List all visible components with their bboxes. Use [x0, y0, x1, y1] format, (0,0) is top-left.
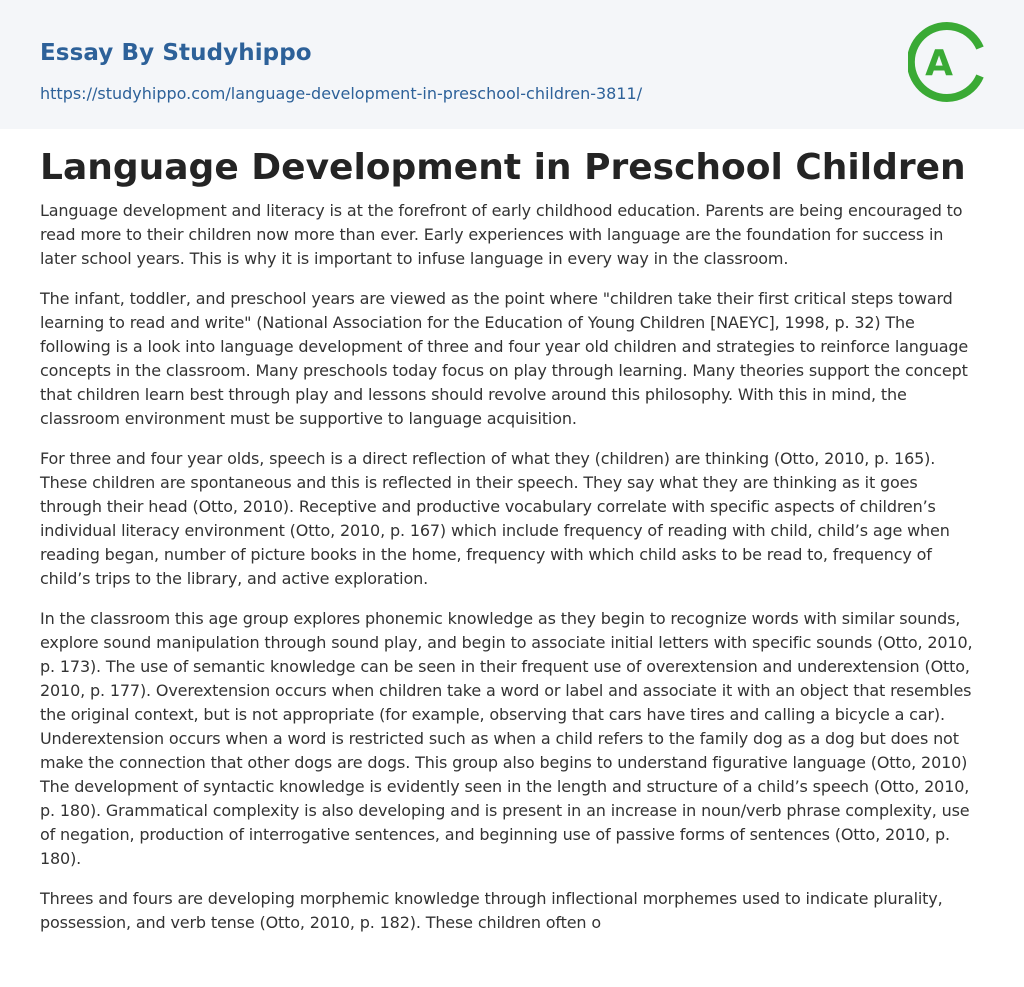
brand-title[interactable]: Essay By Studyhippo: [40, 40, 312, 66]
essay-body: [40, 199, 984, 935]
essay-main: [0, 129, 1024, 935]
site-header: [0, 0, 1024, 129]
essay-paragraph: Language development and literacy is at the forefront of early childhood education. Parents are being encouraged to read more to their children now more than ever. Early experiences with language are the foundation for success in later school years. This is why it is important to infuse language in every way in the classroom.: [40, 201, 963, 268]
logo-letter: A: [925, 43, 953, 84]
essay-paragraph: The infant, toddler, and preschool years are viewed as the point where "children take their first critical steps toward learning to read and write" (National Association for the Education of Young Children [NAEYC], 1998, p. 32) The following is a look into language development of three and four year old children and strategies to reinforce language concepts in the classroom. Many preschools today focus on play through learning. Many theories support the concept that children learn best through play and lessons should revolve around this philosophy. With this in mind, the classroom environment must be supportive to language acquisition.: [40, 289, 969, 428]
essay-title: Language Development in Preschool Children: [40, 147, 966, 188]
essay-url-link[interactable]: https://studyhippo.com/language-development-in-preschool-children-3811/: [40, 84, 643, 103]
essay-paragraph: In the classroom this age group explores phonemic knowledge as they begin to recognize words with similar sounds, explore sound manipulation through sound play, and begin to associate initial letters with specific sounds (Otto, 2010, p. 173). The use of semantic knowledge can be seen in their frequent use of overextension and underextension (Otto, 2010, p. 177). Overextension occurs when children take a word or label and associate it with an object that resembles the original context, but is not appropriate (for example, observing that cars have tires and calling a bicycle a car). Underextension occurs when a word is restricted such as when a child refers to the family dog as a dog but does not make the connection that other dogs are dogs. This group also begins to understand figurative language (Otto, 2010) The development of syntactic knowledge is evidently seen in the length and structure of a child’s speech (Otto, 2010, p. 180). Grammatical complexity is also developing and is present in an increase in noun/verb phrase complexity, use of negation, production of interrogative sentences, and beginning use of passive forms of sentences (Otto, 2010, p. 180).: [40, 609, 973, 868]
essay-paragraph: For three and four year olds, speech is a direct reflection of what they (children) are thinking (Otto, 2010, p. 165). These children are spontaneous and this is reflected in their speech. They say what they are thinking as it goes through their head (Otto, 2010). Receptive and productive vocabulary correlate with specific aspects of children’s individual literacy environment (Otto, 2010, p. 167) which include frequency of reading with child, child’s age when reading began, number of picture books in the home, frequency with which child asks to be read to, frequency of child’s trips to the library, and active exploration.: [40, 449, 950, 588]
essay-paragraph: Threes and fours are developing morphemic knowledge through inflectional morphemes used to indicate plurality, possession, and verb tense (Otto, 2010, p. 182). These children often o: [40, 889, 943, 932]
studyhippo-logo-icon[interactable]: [908, 19, 988, 105]
